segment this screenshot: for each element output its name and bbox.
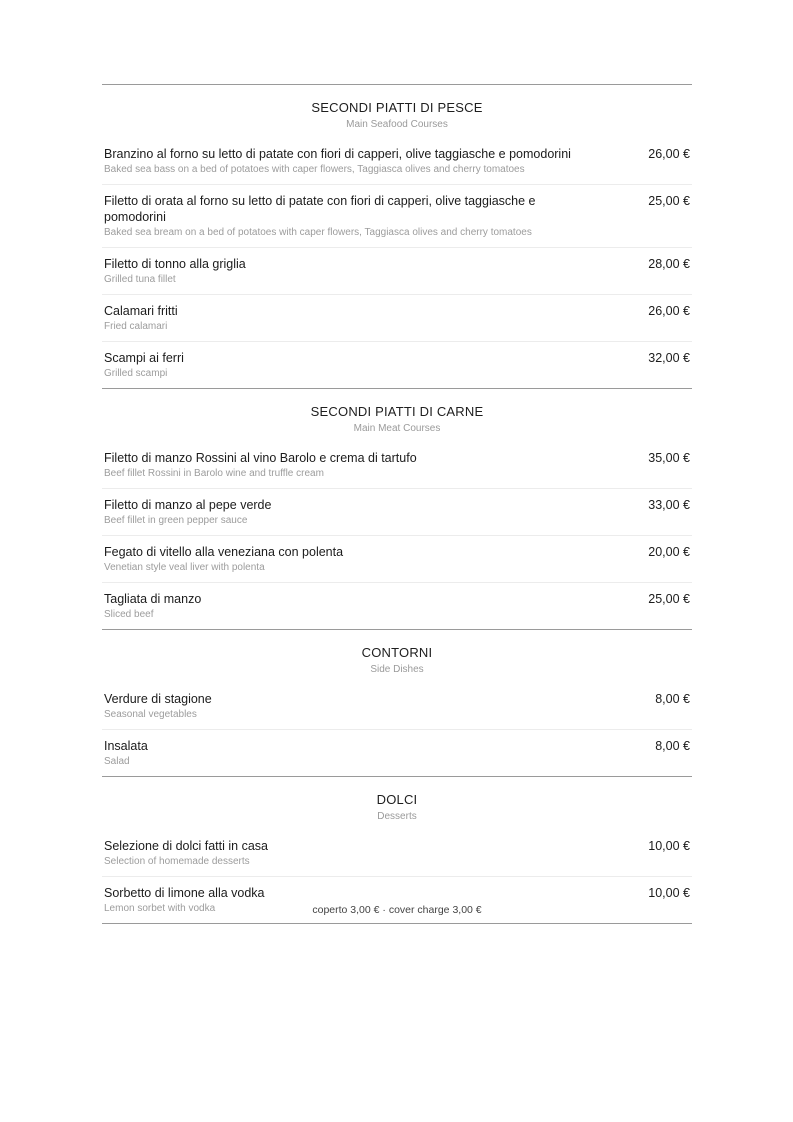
item-name: Filetto di manzo Rossini al vino Barolo e crema di tartufo <box>104 451 417 465</box>
menu-item <box>102 442 692 488</box>
item-name: Scampi ai ferri <box>104 351 184 365</box>
item-name: Fegato di vitello alla veneziana con polenta <box>104 545 344 559</box>
item-price: 32,00 € <box>648 351 690 365</box>
item-description: Seasonal vegetables <box>104 709 197 720</box>
section-subtitle: Main Meat Courses <box>353 423 441 434</box>
item-price: 33,00 € <box>648 498 690 512</box>
item-description: Beef fillet in green pepper sauce <box>104 515 248 526</box>
item-description: Baked sea bass on a bed of potatoes with caper flowers, Taggiasca olives and cherry tomatoes <box>104 164 525 175</box>
section-title: SECONDI PIATTI DI PESCE <box>311 100 483 115</box>
section-subtitle: Side Dishes <box>370 664 424 675</box>
item-price: 20,00 € <box>648 545 690 559</box>
item-name: Verdure di stagione <box>104 692 212 706</box>
item-name: Sorbetto di limone alla vodka <box>104 886 265 900</box>
menu-item <box>102 184 692 247</box>
section-title: DOLCI <box>376 792 418 807</box>
item-price: 26,00 € <box>648 147 690 161</box>
item-description: Grilled scampi <box>104 368 168 379</box>
menu-item <box>102 294 692 341</box>
item-price: 8,00 € <box>655 739 690 753</box>
item-name: Tagliata di manzo <box>104 592 202 606</box>
menu-item <box>102 341 692 388</box>
item-name: Branzino al forno su letto di patate con fiori di capperi, olive taggiasche e pomodorini <box>104 147 571 161</box>
item-description: Fried calamari <box>104 321 168 332</box>
item-description: Venetian style veal liver with polenta <box>104 562 265 573</box>
item-name: Insalata <box>104 739 148 753</box>
item-description: Selection of homemade desserts <box>104 856 250 867</box>
item-price: 26,00 € <box>648 304 690 318</box>
section-header <box>102 630 692 683</box>
item-name: Filetto di orata al forno su letto di patate con fiori di capperi, olive taggiasche e pomodorini <box>104 194 536 224</box>
menu-list <box>102 84 692 924</box>
item-description: Grilled tuna fillet <box>104 274 176 285</box>
section-title: CONTORNI <box>361 645 433 660</box>
menu-item <box>102 683 692 729</box>
item-price: 28,00 € <box>648 257 690 271</box>
menu-item <box>102 138 692 184</box>
menu-item <box>102 488 692 535</box>
menu-item <box>102 247 692 294</box>
item-price: 25,00 € <box>648 194 690 208</box>
menu-item <box>102 830 692 876</box>
item-price: 25,00 € <box>648 592 690 606</box>
item-name: Filetto di tonno alla griglia <box>104 257 246 271</box>
section-subtitle: Desserts <box>377 811 417 822</box>
menu-item <box>102 729 692 776</box>
item-description: Lemon sorbet with vodka <box>104 903 216 914</box>
section-seafood <box>102 85 692 389</box>
cover-charge-note: coperto 3,00 € · cover charge 3,00 € <box>312 904 482 916</box>
section-header <box>102 85 692 138</box>
item-price: 10,00 € <box>648 886 690 900</box>
section-header <box>102 777 692 830</box>
item-name: Calamari fritti <box>104 304 178 318</box>
item-name: Filetto di manzo al pepe verde <box>104 498 272 512</box>
item-description: Sliced beef <box>104 609 154 620</box>
item-description: Baked sea bream on a bed of potatoes with caper flowers, Taggiasca olives and cherry tomatoes <box>104 227 532 238</box>
item-name: Selezione di dolci fatti in casa <box>104 839 268 853</box>
menu-item <box>102 582 692 629</box>
item-price: 10,00 € <box>648 839 690 853</box>
section-header <box>102 389 692 442</box>
section-desserts <box>102 777 692 924</box>
section-meat <box>102 389 692 630</box>
menu-item <box>102 535 692 582</box>
section-subtitle: Main Seafood Courses <box>346 119 448 130</box>
item-price: 8,00 € <box>655 692 690 706</box>
item-price: 35,00 € <box>648 451 690 465</box>
item-description: Salad <box>104 756 130 767</box>
section-side-dishes <box>102 630 692 777</box>
item-description: Beef fillet Rossini in Barolo wine and truffle cream <box>104 468 324 479</box>
section-title: SECONDI PIATTI DI CARNE <box>310 404 484 419</box>
